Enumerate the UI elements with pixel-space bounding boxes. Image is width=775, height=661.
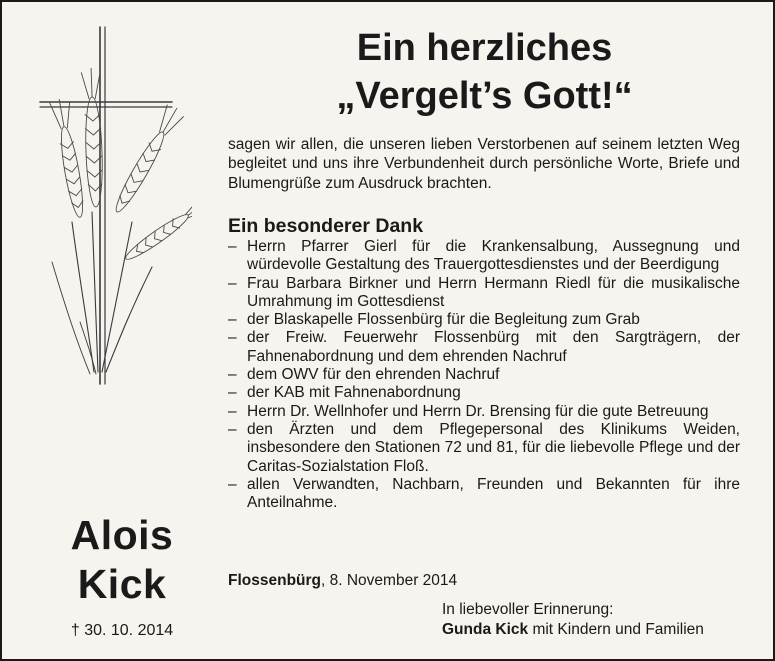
dash-icon: –: [228, 238, 237, 255]
list-item: [228, 476, 740, 513]
dash-icon: –: [228, 366, 237, 384]
dash-icon: –: [228, 329, 237, 347]
list-item-text: Frau Barbara Birkner und Herrn Hermann Riedl für die musikalische Umrahmung im Gottesdienst: [247, 274, 740, 310]
list-item-text: der Blaskapelle Flossenbürg für die Begleitung zum Grab: [247, 311, 640, 329]
list-item-text: den Ärzten und dem Pflegepersonal des Klinikums Weiden, insbesondere den Stationen 72 und 81, für die liebevolle Pflege und der Caritas-Sozialstation Floß.: [247, 420, 740, 475]
signatory-name: Gunda Kick: [442, 620, 529, 638]
list-item-text: allen Verwandten, Nachbarn, Freunden und Bekannten für ihre Anteilnahme.: [247, 475, 740, 512]
list-item: [228, 329, 740, 366]
list-item-text: Herrn Dr. Wellnhofer und Herrn Dr. Brensing für die gute Betreuung: [247, 402, 709, 420]
dash-icon: –: [228, 402, 237, 420]
deceased-first-name: Alois: [70, 512, 174, 558]
dash-icon: –: [228, 420, 237, 438]
heading-line-1: Ein herzliches: [356, 27, 613, 69]
list-item-text: der Freiw. Feuerwehr Flossenbürg mit den Sargträgern, der Fahnenabordnung und dem ehrenden Nachruf: [247, 329, 740, 365]
signature-line: [442, 620, 704, 640]
place-date: [228, 571, 457, 590]
special-thanks-heading: Ein besonderer Dank: [228, 215, 424, 237]
date: , 8. November 2014: [321, 572, 458, 589]
death-date: † 30. 10. 2014: [70, 622, 174, 639]
intro-text: sagen wir allen, die unseren lieben Verstorbenen auf seinem letzten Weg begleitet und uns ihre Verbundenheit durch persönliche Worte, Briefe und Blumengrüße zum Ausdruck brachten.: [228, 136, 740, 192]
signatory-family: mit Kindern und Familien: [528, 620, 704, 638]
special-thanks-list: [228, 238, 740, 512]
list-item: [228, 238, 740, 275]
list-item: [228, 366, 740, 384]
list-item-text: Herrn Pfarrer Gierl für die Krankensalbung, Aussegnung und würdevolle Gestaltung des Trauergottesdienstes und der Beerdigung: [247, 238, 740, 274]
dash-icon: –: [228, 384, 237, 402]
dash-icon: –: [228, 311, 237, 329]
dash-icon: –: [228, 475, 237, 493]
deceased-last-name: Kick: [77, 561, 167, 607]
dash-icon: –: [228, 274, 237, 292]
place: Flossenbürg: [228, 572, 322, 589]
list-item: [228, 384, 740, 402]
closing-line: In liebevoller Erinnerung:: [442, 601, 614, 618]
list-item: [228, 421, 740, 476]
list-item-text: der KAB mit Fahnenabordnung: [247, 384, 461, 402]
list-item: [228, 311, 740, 329]
closing-signature: [442, 600, 704, 639]
list-item: [228, 275, 740, 312]
list-item-text: dem OWV für den ehrenden Nachruf: [247, 366, 500, 384]
heading-line-2: „Vergelt’s Gott!“: [336, 75, 633, 117]
list-item: [228, 403, 740, 421]
cross-with-wheat-icon: [32, 22, 192, 392]
